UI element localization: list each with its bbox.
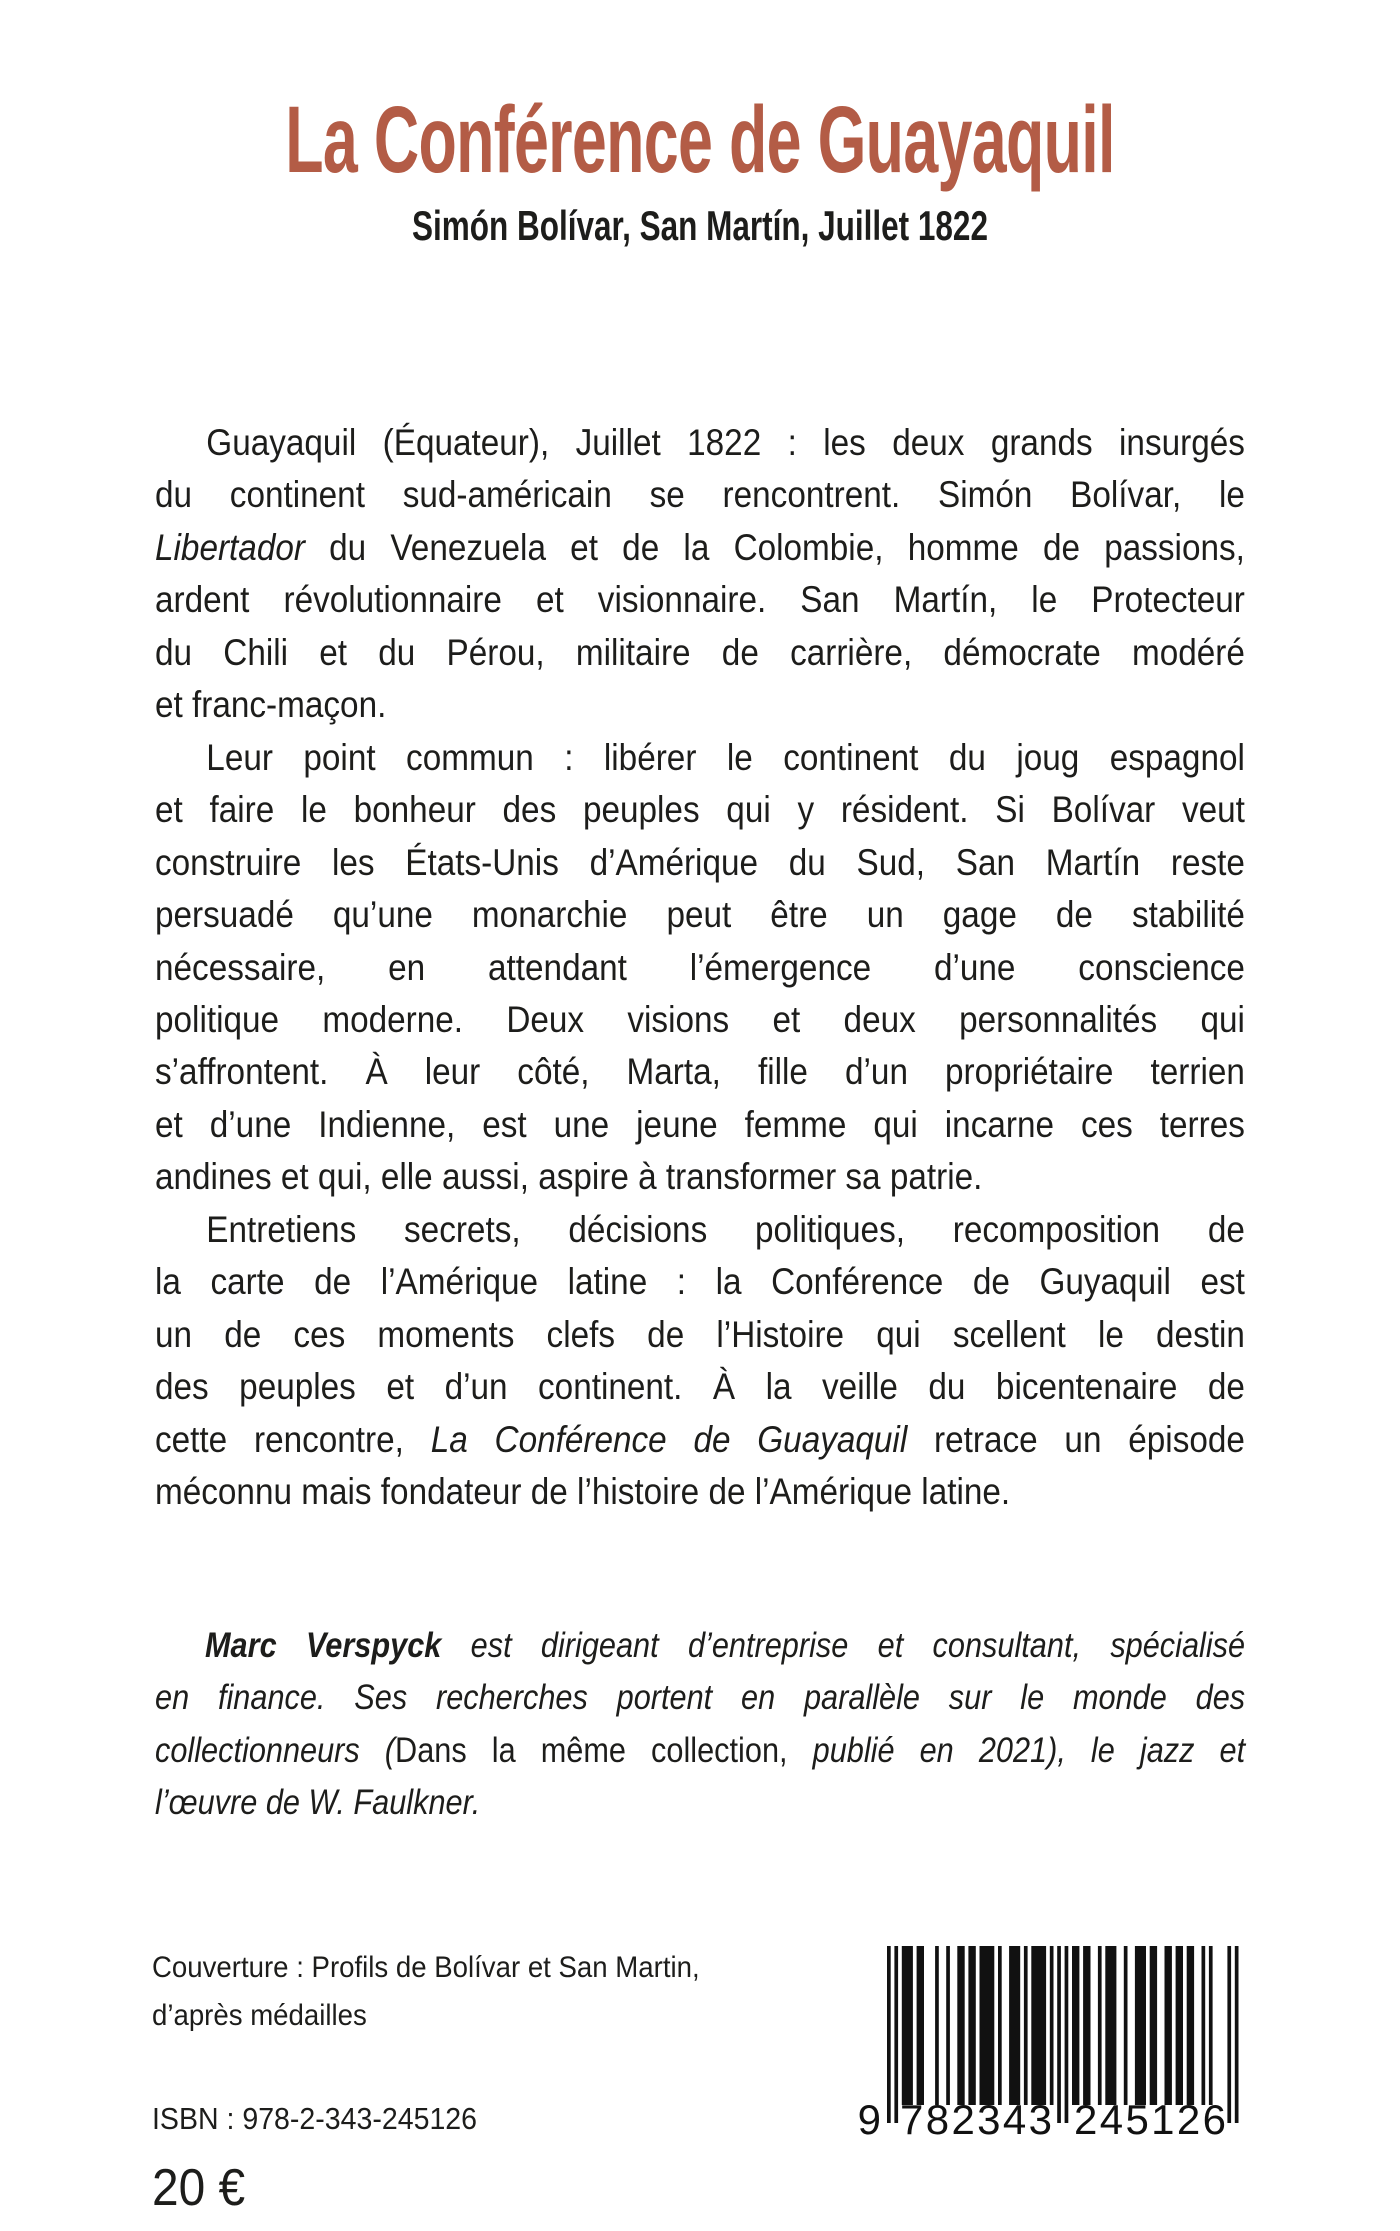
text-line: et d’une Indienne, est une jeune femme qui incarne ces terres (155, 1103, 1245, 1145)
text-line: des peuples et d’un continent. À la veille du bicentenaire de (155, 1366, 1245, 1408)
text-line: du continent sud-américain se rencontrent. Simón Bolívar, le (155, 474, 1245, 516)
text-line: andines et qui, elle aussi, aspire à transformer sa patrie. (155, 1156, 983, 1198)
isbn-text: ISBN : 978-2-343-245126 (152, 2101, 478, 2136)
text-line: cette rencontre, La Conférence de Guayaquil retrace un épisode (155, 1418, 1245, 1460)
barcode-lead-digit: 9 (857, 2096, 881, 2143)
text-line: Leur point commun : libérer le continent du joug espagnol (206, 736, 1245, 778)
text-line: et faire le bonheur des peuples qui y résident. Si Bolívar veut (155, 789, 1245, 831)
cover-credit (152, 1944, 700, 2040)
text-line: un de ces moments clefs de l’Histoire qui scellent le destin (155, 1313, 1245, 1355)
barcode (857, 1946, 1239, 2146)
cover-credit-line: d’après médailles (152, 1999, 367, 2032)
barcode-digits-left: 7 8 2 3 4 3 (900, 2096, 1052, 2143)
barcode-digits-right: 2 4 5 1 2 6 (1074, 2096, 1226, 2143)
text-line: méconnu mais fondateur de l’histoire de l’Amérique latine. (155, 1471, 1011, 1513)
text-line: du Chili et du Pérou, militaire de carrière, démocrate modéré (155, 631, 1245, 673)
text-line: l’œuvre de W. Faulkner. (155, 1783, 481, 1823)
text-line: la carte de l’Amérique latine : la Conférence de Guyaquil est (155, 1261, 1245, 1303)
text-line: politique moderne. Deux visions et deux personnalités qui (155, 998, 1245, 1040)
text-line: persuadé qu’une monarchie peut être un gage de stabilité (155, 894, 1245, 936)
text-line: Libertador du Venezuela et de la Colombie, homme de passions, (155, 526, 1245, 568)
author-bio (155, 1620, 1245, 1830)
price-text: 20 € (152, 2159, 246, 2217)
text-line: collectionneurs (Dans la même collection, publié en 2021), le jazz et (155, 1730, 1246, 1770)
book-title: La Conférence de Guayaquil (285, 87, 1115, 193)
text-line: Entretiens secrets, décisions politiques, recomposition de (206, 1208, 1245, 1250)
text-line: ardent révolutionnaire et visionnaire. San Martín, le Protecteur (155, 579, 1245, 621)
text-line: et franc-maçon. (155, 684, 387, 726)
book-subtitle: Simón Bolívar, San Martín, Juillet 1822 (412, 202, 988, 249)
text-line: s’affrontent. À leur côté, Marta, fille d’un propriétaire terrien (155, 1051, 1245, 1093)
text-line: construire les États-Unis d’Amérique du Sud, San Martín reste (155, 841, 1245, 883)
text-line: Marc Verspyck est dirigeant d’entreprise et consultant, spécialisé (204, 1626, 1246, 1665)
cover-credit-line: Couverture : Profils de Bolívar et San Martin, (152, 1951, 700, 1984)
text-line: nécessaire, en attendant l’émergence d’une conscience (155, 946, 1245, 988)
text-line: en finance. Ses recherches portent en parallèle sur le monde des (155, 1678, 1246, 1718)
synopsis-text (155, 417, 1245, 1519)
text-line: Guayaquil (Équateur), Juillet 1822 : les deux grands insurgés (206, 422, 1245, 463)
